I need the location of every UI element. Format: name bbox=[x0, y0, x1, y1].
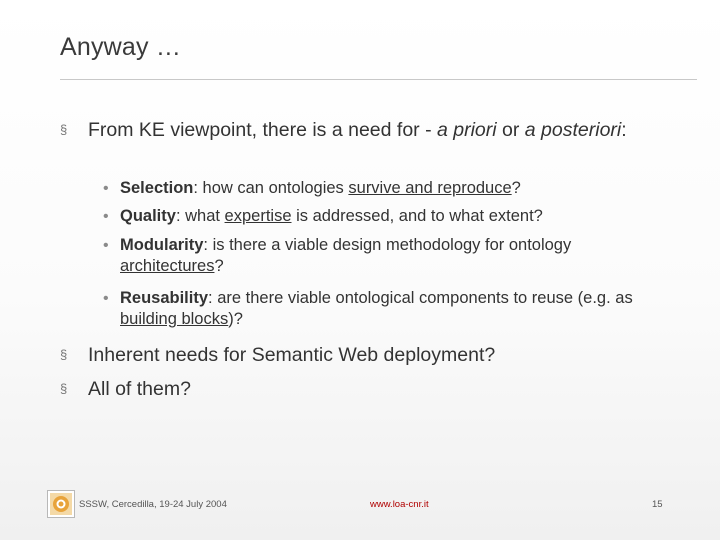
sub-bullet-text-part: : how can ontologies bbox=[193, 179, 349, 197]
sub-bullet-text-part: ? bbox=[511, 179, 521, 197]
sub-bullet-text bbox=[103, 235, 663, 277]
bullet-text-part: From KE viewpoint, there is a need for - bbox=[88, 119, 437, 141]
sub-bullet-term: Selection bbox=[120, 179, 194, 197]
sub-bullet-underlined: survive and reproduce bbox=[348, 179, 512, 197]
sub-bullet-underlined: expertise bbox=[224, 207, 292, 225]
bullet-text: All of them? bbox=[88, 378, 191, 400]
sub-bullet-item bbox=[103, 206, 663, 227]
sub-bullet-text-part: ? bbox=[214, 257, 224, 275]
footer-event: SSSW, Cercedilla, 19-24 July 2004 bbox=[79, 499, 227, 510]
sub-bullet-text-part: : is there a viable design methodology for ontology bbox=[203, 236, 572, 254]
sub-bullet-marker: • bbox=[103, 208, 109, 225]
sub-bullet-text-part: : are there viable ontological components to reuse (e.g. as bbox=[208, 289, 633, 307]
loa-logo-icon bbox=[47, 490, 75, 518]
sub-bullet-term: Reusability bbox=[120, 289, 209, 307]
bullet-text bbox=[60, 118, 680, 142]
bullet-item bbox=[60, 343, 680, 367]
section-marker: § bbox=[60, 347, 68, 362]
sub-bullet-text-part: : what bbox=[175, 207, 225, 225]
bullet-text: Inherent needs for Semantic Web deployment? bbox=[88, 344, 496, 366]
sub-bullet-text bbox=[103, 206, 663, 227]
sub-bullet-text bbox=[103, 288, 663, 330]
slide-title: Anyway … bbox=[60, 33, 182, 61]
bullet-item bbox=[60, 118, 680, 142]
sub-bullet-term: Modularity bbox=[120, 236, 204, 254]
sub-bullet-underlined: architectures bbox=[120, 257, 215, 275]
section-marker: § bbox=[60, 122, 68, 137]
bullet-text-italic: a priori bbox=[436, 119, 497, 141]
bullet-text-italic: a posteriori bbox=[524, 119, 622, 141]
bullet-item bbox=[60, 377, 680, 401]
sub-bullet-item bbox=[103, 178, 663, 199]
sub-bullet-item bbox=[103, 288, 663, 330]
bullet-text-part: or bbox=[496, 119, 525, 141]
sub-bullet-text-part: is addressed, and to what extent? bbox=[291, 207, 543, 225]
sub-bullet-marker: • bbox=[103, 237, 109, 254]
sub-bullet-marker: • bbox=[103, 180, 109, 197]
sub-bullet-marker: • bbox=[103, 290, 109, 307]
sub-bullet-underlined: building blocks bbox=[120, 310, 229, 328]
title-divider bbox=[60, 79, 697, 80]
sub-bullet-text-part: )? bbox=[228, 310, 243, 328]
section-marker: § bbox=[60, 381, 68, 396]
sub-bullet-text bbox=[103, 178, 663, 199]
sub-bullet-term: Quality bbox=[120, 207, 176, 225]
bullet-text-part: : bbox=[621, 119, 627, 141]
page-number: 15 bbox=[652, 499, 663, 510]
footer-url-link[interactable]: www.loa-cnr.it bbox=[370, 499, 429, 510]
sub-bullet-item bbox=[103, 235, 663, 277]
